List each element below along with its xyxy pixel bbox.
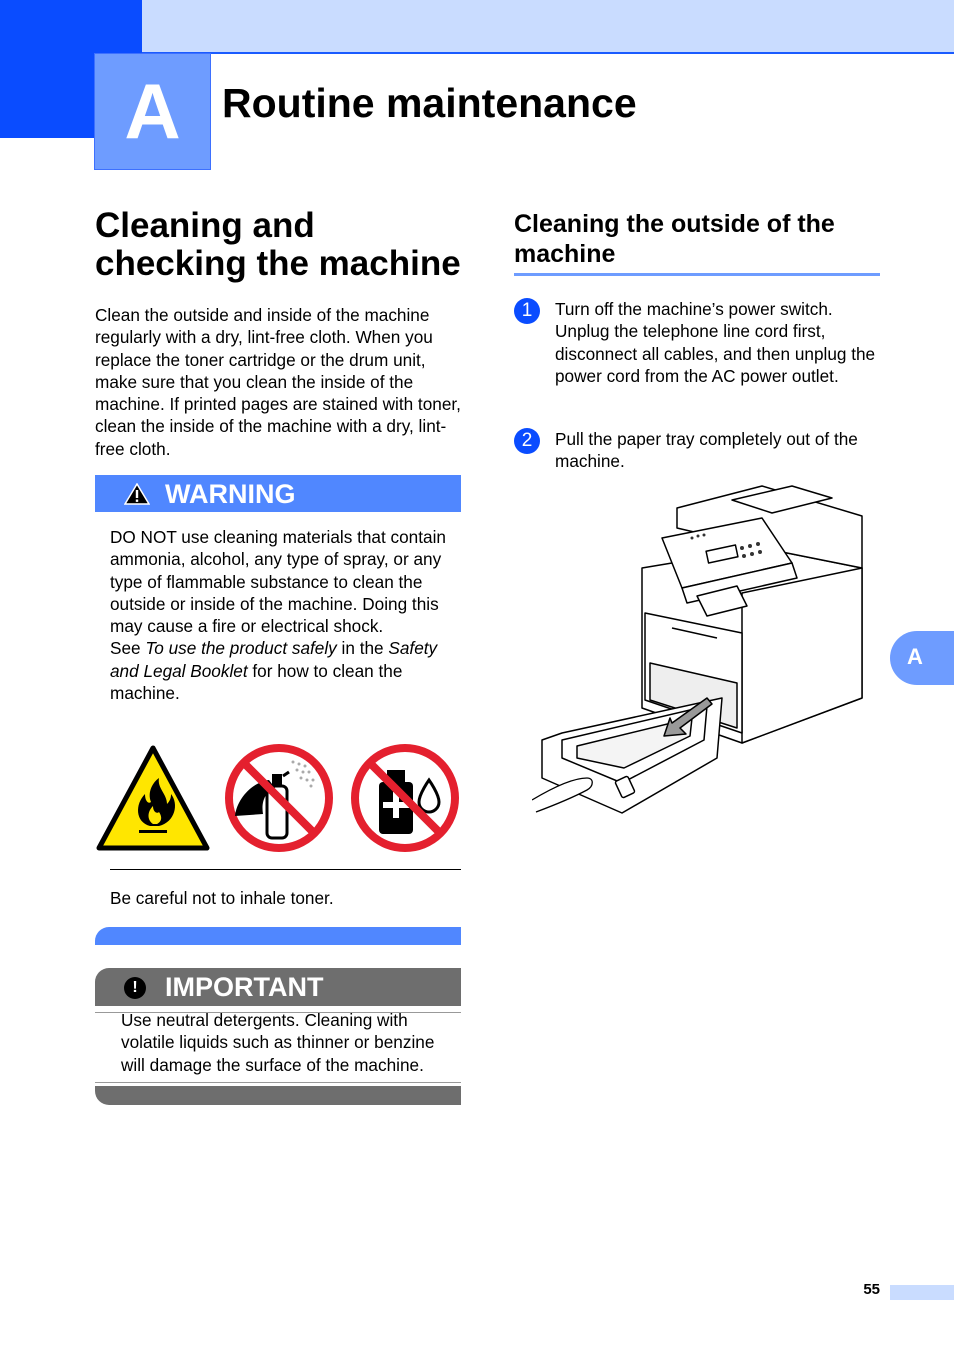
warning-header [95, 475, 461, 512]
step-text: Turn off the machine’s power switch. Unplug the telephone line cord first, disconnect all cables, and then unplug the power cord from the AC power outlet. [555, 299, 876, 386]
chapter-side-tab [890, 631, 954, 685]
important-header [95, 968, 461, 1006]
inhale-note: Be careful not to inhale toner. [110, 888, 334, 908]
no-flammable-liquid-icon [349, 742, 461, 854]
see-ref-title: To use the product safely [145, 638, 337, 659]
subsection-title: Cleaning the outside of the machine [514, 210, 835, 268]
warning-divider [110, 869, 461, 870]
warning-see-reference [110, 637, 465, 704]
section-title: Cleaning and checking the machine [95, 206, 461, 283]
hazard-icons-row [95, 742, 461, 854]
warning-label: WARNING [165, 479, 296, 509]
warning-triangle-icon [124, 483, 150, 505]
see-booklet-title: Safety and Legal Booklet [110, 638, 438, 681]
header-bar [142, 0, 954, 54]
printer-illustration [532, 478, 872, 818]
page-number: 55 [863, 1281, 880, 1298]
warning-text: DO NOT use cleaning materials that contain ammonia, alcohol, any type of spray, or any type of flammable substance to clean the outside or inside of the machine. Doing this may cause a fire or electrical shock. [110, 527, 446, 637]
important-text: Use neutral detergents. Cleaning with volatile liquids such as thinner or benzine will damage the surface of the machine. [121, 1010, 435, 1075]
chapter-letter-box: A [94, 53, 211, 170]
subsection-rule [514, 273, 880, 276]
page-number-bar [890, 1285, 954, 1300]
no-spray-icon [223, 742, 335, 854]
intro-paragraph: Clean the outside and inside of the machine regularly with a dry, lint-free cloth. When you replace the toner cartridge or the drum unit, make sure that you clean the inside of the machine. If printed pages are stained with toner, clean the inside of the machine with a dry, lint-free cloth. [95, 305, 461, 459]
important-exclamation-icon: ! [124, 977, 146, 999]
important-footer [95, 1086, 461, 1105]
see-suffix: for how to clean the machine. [110, 660, 403, 704]
warning-text-block [110, 526, 465, 704]
important-label: IMPORTANT [165, 972, 324, 1002]
step-number: 1 [514, 298, 540, 324]
step-number: 2 [514, 428, 540, 454]
see-prefix: See [110, 638, 146, 659]
flammable-hazard-icon [95, 742, 211, 854]
warning-footer [95, 927, 461, 945]
side-tab-letter: A [907, 644, 923, 669]
chapter-title: Routine maintenance [222, 80, 637, 126]
see-mid: in the [336, 638, 389, 659]
important-bottom-rule [95, 1082, 461, 1083]
step-text: Pull the paper tray completely out of the machine. [555, 429, 858, 472]
